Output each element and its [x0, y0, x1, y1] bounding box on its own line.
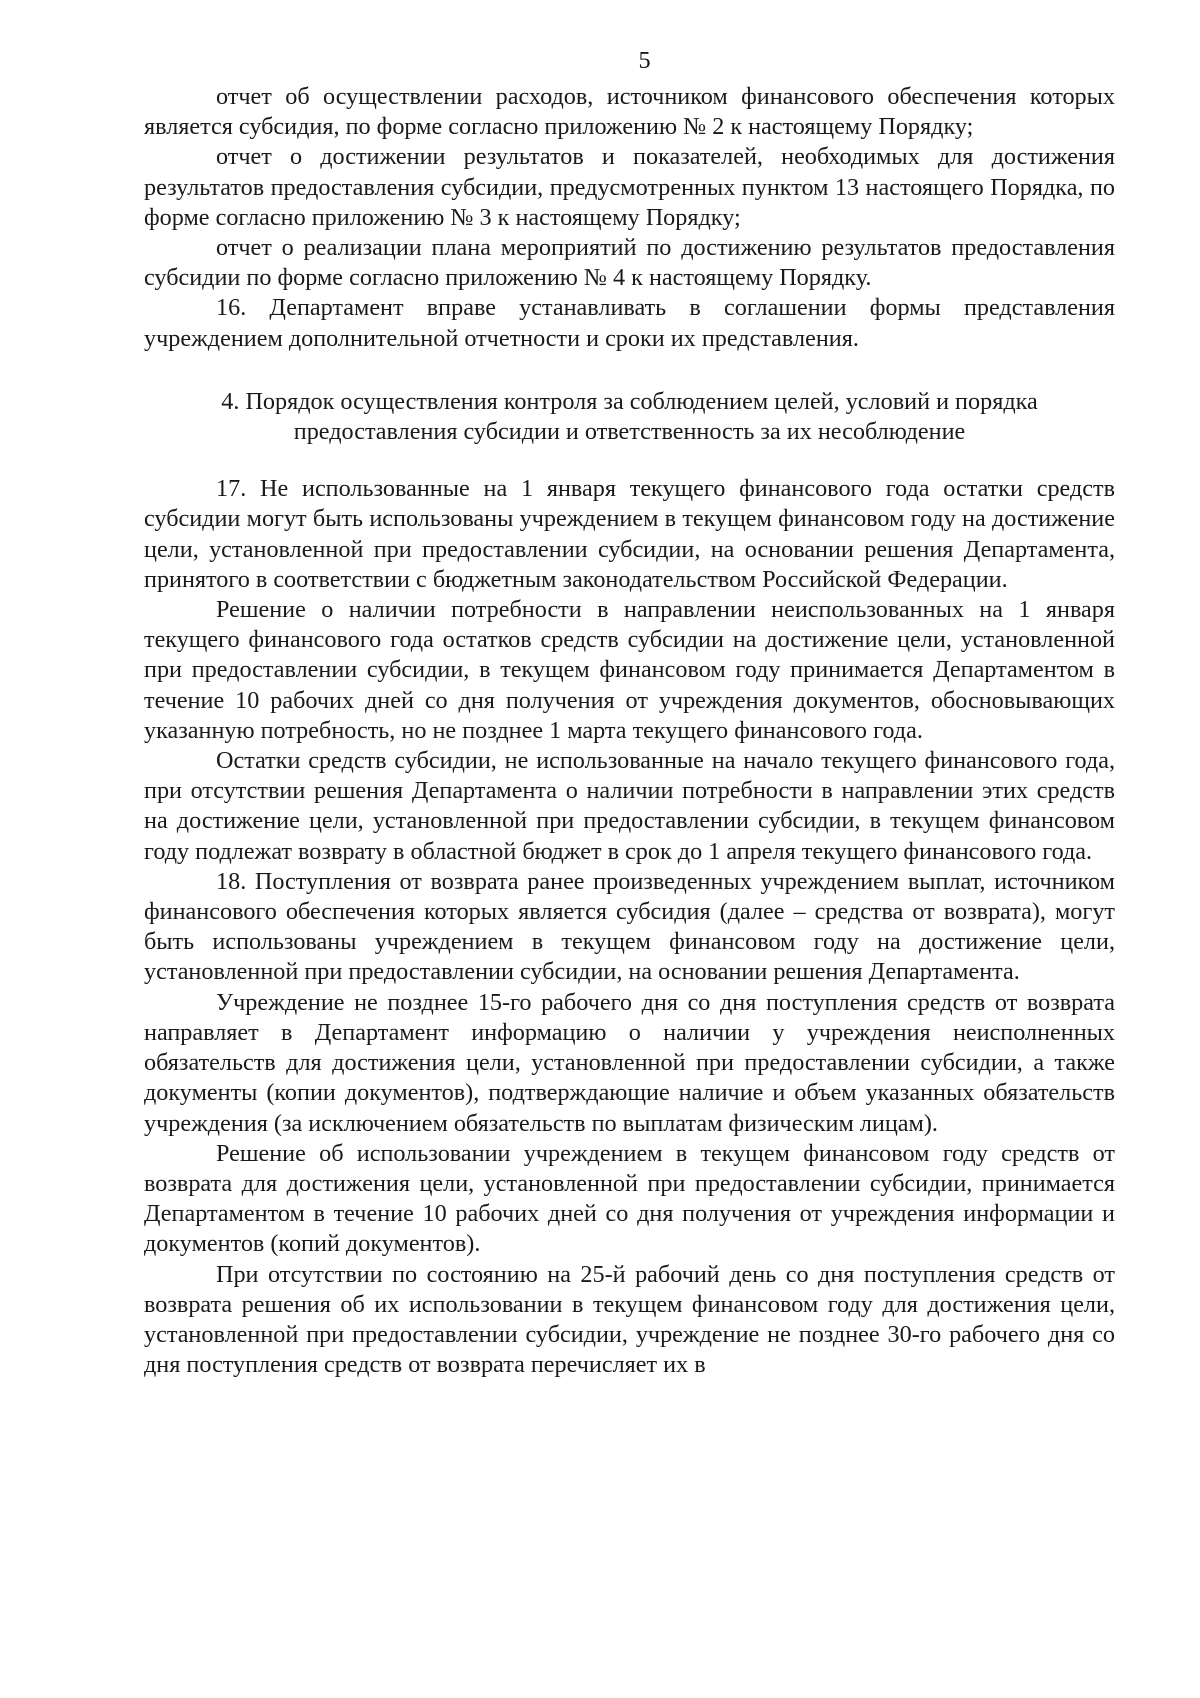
paragraph-report-plan: отчет о реализации плана мероприятий по достижению результатов предоставления субсидии по форме согласно приложению № 4 к настоящему Порядку.: [144, 234, 1115, 292]
section-heading: [144, 387, 1115, 447]
paragraph-institution-info: Учреждение не позднее 15-го рабочего дня со дня поступления средств от возврата направляет в Департамент информацию о наличии у учреждения неисполненных обязательств для достижения цели, установленной при предоставлении субсидии, а также документы (копии документов), подтверждающие наличие и объем указанных обязательств учреждения (за исключением обязательств по выплатам физическим лицам).: [144, 988, 1115, 1137]
paragraph-report-expenses: отчет об осуществлении расходов, источником финансового обеспечения которых является субсидия, по форме согласно приложению № 2 к настоящему Порядку;: [144, 83, 1115, 141]
paragraph-clause-17: 17. Не использованные на 1 января текущего финансового года остатки средств субсидии могут быть использованы учреждением в текущем финансовом году на достижение цели, установленной при предоставлении субсидии, на основании решения Департамента, принятого в соответствии с бюджетным законодательством Российской Федерации.: [144, 475, 1115, 593]
paragraph-decision-use: Решение об использовании учреждением в текущем финансовом году средств от возврата для достижения цели, установленной при предоставлении субсидии, принимается Департаментом в течение 10 рабочих дней со дня получения от учреждения информации и документов (копий документов).: [144, 1139, 1115, 1258]
section-heading-line-1: 4. Порядок осуществления контроля за соблюдением целей, условий и порядка: [221, 387, 1038, 415]
paragraph-absence-decision: При отсутствии по состоянию на 25-й рабочий день со дня поступления средств от возврата решения об их использовании в текущем финансовом году для достижения цели, установленной при предоставлении субсидии, учреждение не позднее 30-го рабочего дня со дня поступления средств от возврата перечисляет их в: [144, 1260, 1115, 1379]
paragraph-clause-16: 16. Департамент вправе устанавливать в соглашении формы представления учреждением дополнительной отчетности и сроки их представления.: [144, 294, 1115, 352]
section-heading-line-2: предоставления субсидии и ответственность за их несоблюдение: [293, 418, 966, 446]
paragraph-decision-need: Решение о наличии потребности в направлении неиспользованных на 1 января текущего финансового года остатков средств субсидии на достижение цели, установленной при предоставлении субсидии, в текущем финансовом году принимается Департаментом в течение 10 рабочих дней со дня получения от учреждения документов, обосновывающих указанную потребность, но не позднее 1 марта текущего финансового года.: [144, 596, 1115, 744]
page-number: 5: [638, 47, 651, 74]
paragraph-clause-18: 18. Поступления от возврата ранее произведенных учреждением выплат, источником финансового обеспечения которых является субсидия (далее – средства от возврата), могут быть использованы учреждением в текущем финансовом году на достижение цели, установленной при предоставлении субсидии, на основании решения Департамента.: [144, 867, 1115, 986]
paragraph-remaining-funds: Остатки средств субсидии, не использованные на начало текущего финансового года, при отсутствии решения Департамента о наличии потребности в направлении этих средств на достижение цели, установленной при предоставлении субсидии, в текущем финансовом году подлежат возврату в областной бюджет в срок до 1 апреля текущего финансового года.: [144, 747, 1115, 865]
paragraph-report-results: отчет о достижении результатов и показателей, необходимых для достижения результатов предоставления субсидии, предусмотренных пунктом 13 настоящего Порядка, по форме согласно приложению № 3 к настоящему Порядку;: [144, 143, 1115, 231]
